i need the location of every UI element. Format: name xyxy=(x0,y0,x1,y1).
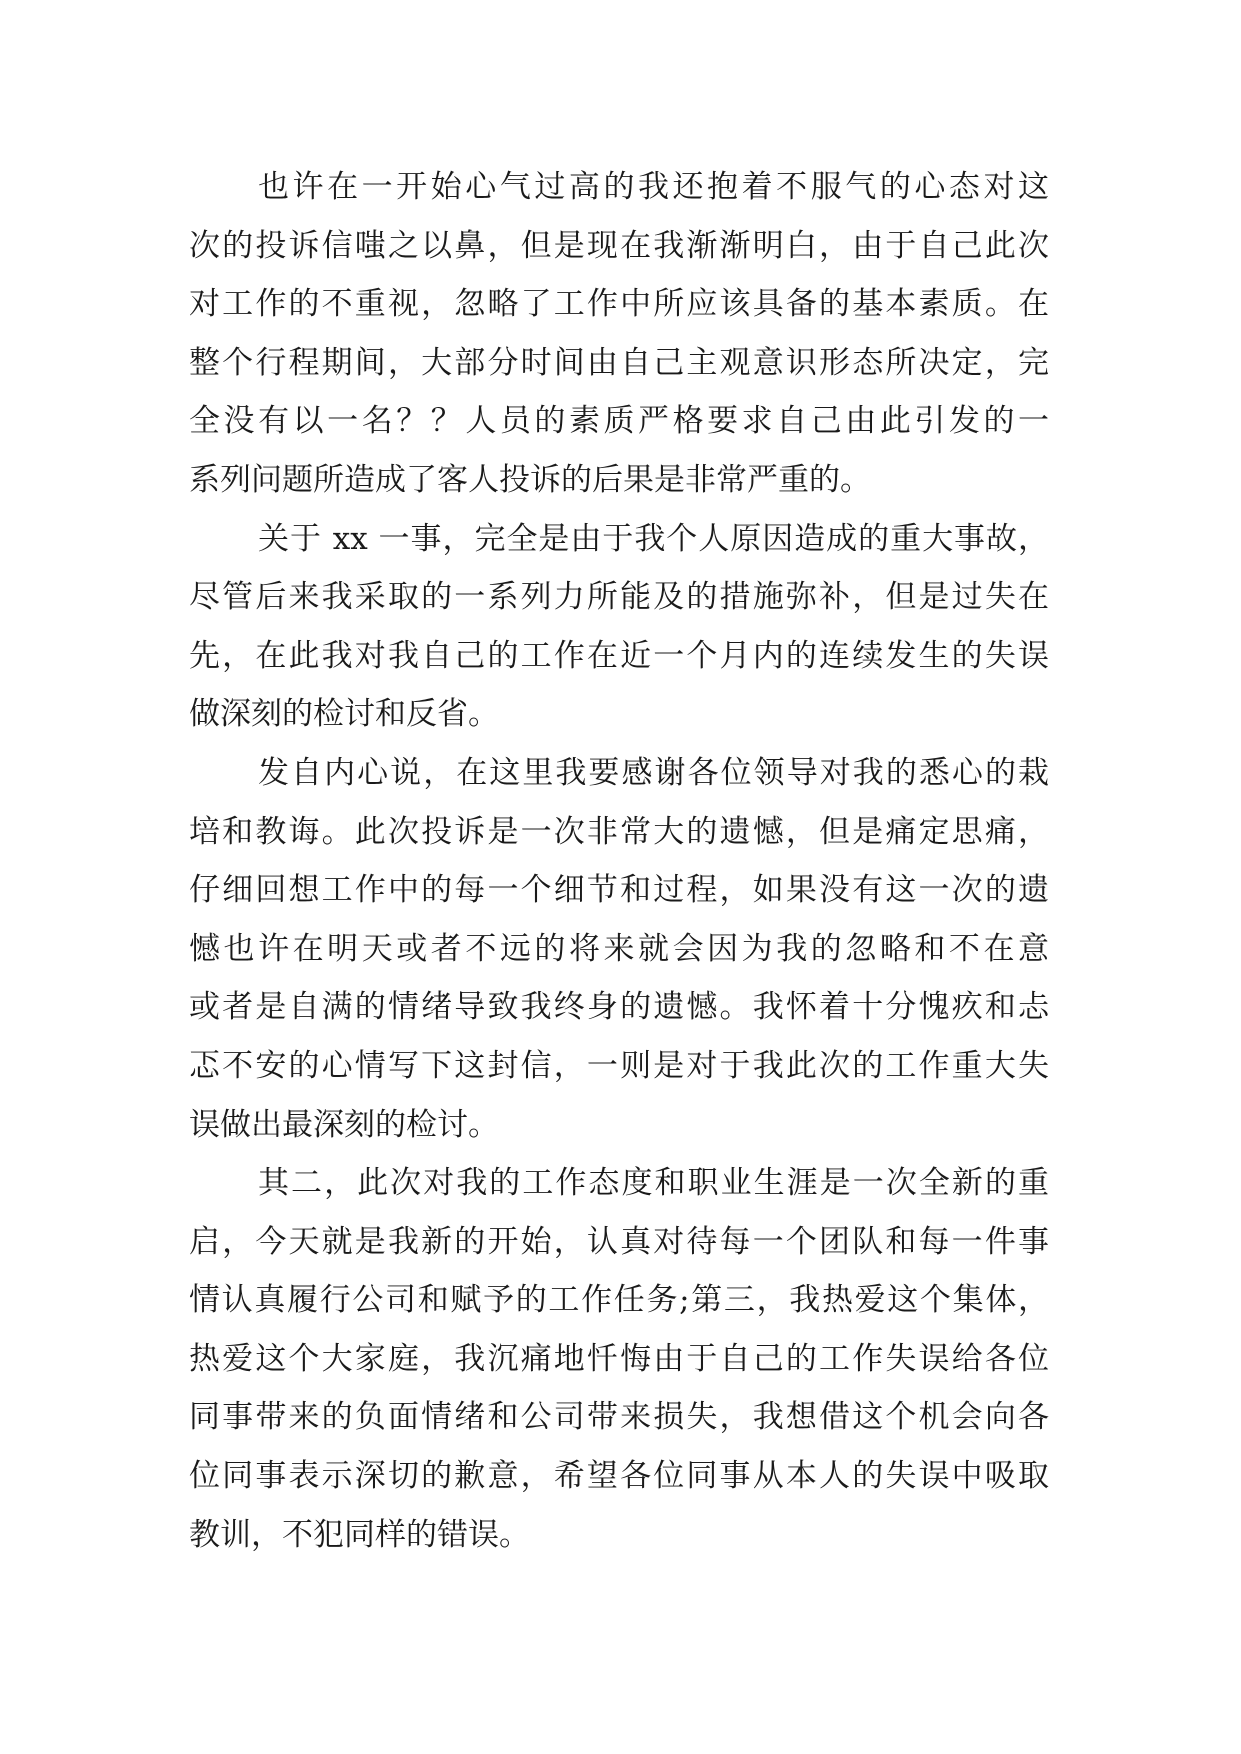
paragraph-line: 教训，不犯同样的错误。 xyxy=(189,1516,530,1553)
paragraph-line: 忑不安的心情写下这封信，一则是对于我此次的工作重大失 xyxy=(189,1047,1049,1084)
paragraph-1 xyxy=(189,158,1049,510)
paragraph-line: 热爱这个大家庭，我沉痛地忏悔由于自己的工作失误给各位 xyxy=(189,1340,1049,1377)
paragraph-line: 发自内心说，在这里我要感谢各位领导对我的悉心的栽 xyxy=(258,754,1049,791)
paragraph-line: 对工作的不重视，忽略了工作中所应该具备的基本素质。在 xyxy=(189,286,1049,323)
paragraph-4 xyxy=(189,1154,1049,1564)
paragraph-2 xyxy=(189,510,1049,744)
paragraph-line: 关于 xx 一事，完全是由于我个人原因造成的重大事故， xyxy=(258,520,1049,557)
paragraph-line: 仔细回想工作中的每一个细节和过程，如果没有这一次的遗 xyxy=(189,872,1049,909)
paragraph-line: 情认真履行公司和赋予的工作任务;第三，我热爱这个集体， xyxy=(189,1282,1049,1319)
paragraph-line: 系列问题所造成了客人投诉的后果是非常严重的。 xyxy=(189,461,871,498)
paragraph-line: 做深刻的检讨和反省。 xyxy=(189,696,499,733)
paragraph-line: 位同事表示深切的歉意，希望各位同事从本人的失误中吸取 xyxy=(189,1458,1049,1495)
paragraph-line: 尽管后来我采取的一系列力所能及的措施弥补，但是过失在 xyxy=(189,579,1049,616)
paragraph-line: 先，在此我对我自己的工作在近一个月内的连续发生的失误 xyxy=(189,637,1049,674)
paragraph-line: 其二，此次对我的工作态度和职业生涯是一次全新的重 xyxy=(258,1165,1049,1202)
paragraph-line: 整个行程期间，大部分时间由自己主观意识形态所决定，完 xyxy=(189,344,1049,381)
paragraph-line: 启，今天就是我新的开始，认真对待每一个团队和每一件事 xyxy=(189,1223,1049,1260)
document-body xyxy=(189,158,1049,1564)
paragraph-line: 次的投诉信嗤之以鼻，但是现在我渐渐明白，由于自己此次 xyxy=(189,227,1049,264)
paragraph-3 xyxy=(189,744,1049,1154)
paragraph-line: 也许在一开始心气过高的我还抱着不服气的心态对这 xyxy=(258,169,1049,205)
paragraph-line: 憾也许在明天或者不远的将来就会因为我的忽略和不在意 xyxy=(189,930,1049,967)
paragraph-line: 全没有以一名？？人员的素质严格要求自己由此引发的一 xyxy=(189,403,1049,440)
paragraph-line: 同事带来的负面情绪和公司带来损失，我想借这个机会向各 xyxy=(189,1399,1049,1436)
paragraph-line: 培和教诲。此次投诉是一次非常大的遗憾，但是痛定思痛， xyxy=(189,813,1049,850)
paragraph-line: 或者是自满的情绪导致我终身的遗憾。我怀着十分愧疚和忐 xyxy=(189,989,1049,1026)
paragraph-line: 误做出最深刻的检讨。 xyxy=(189,1106,499,1143)
